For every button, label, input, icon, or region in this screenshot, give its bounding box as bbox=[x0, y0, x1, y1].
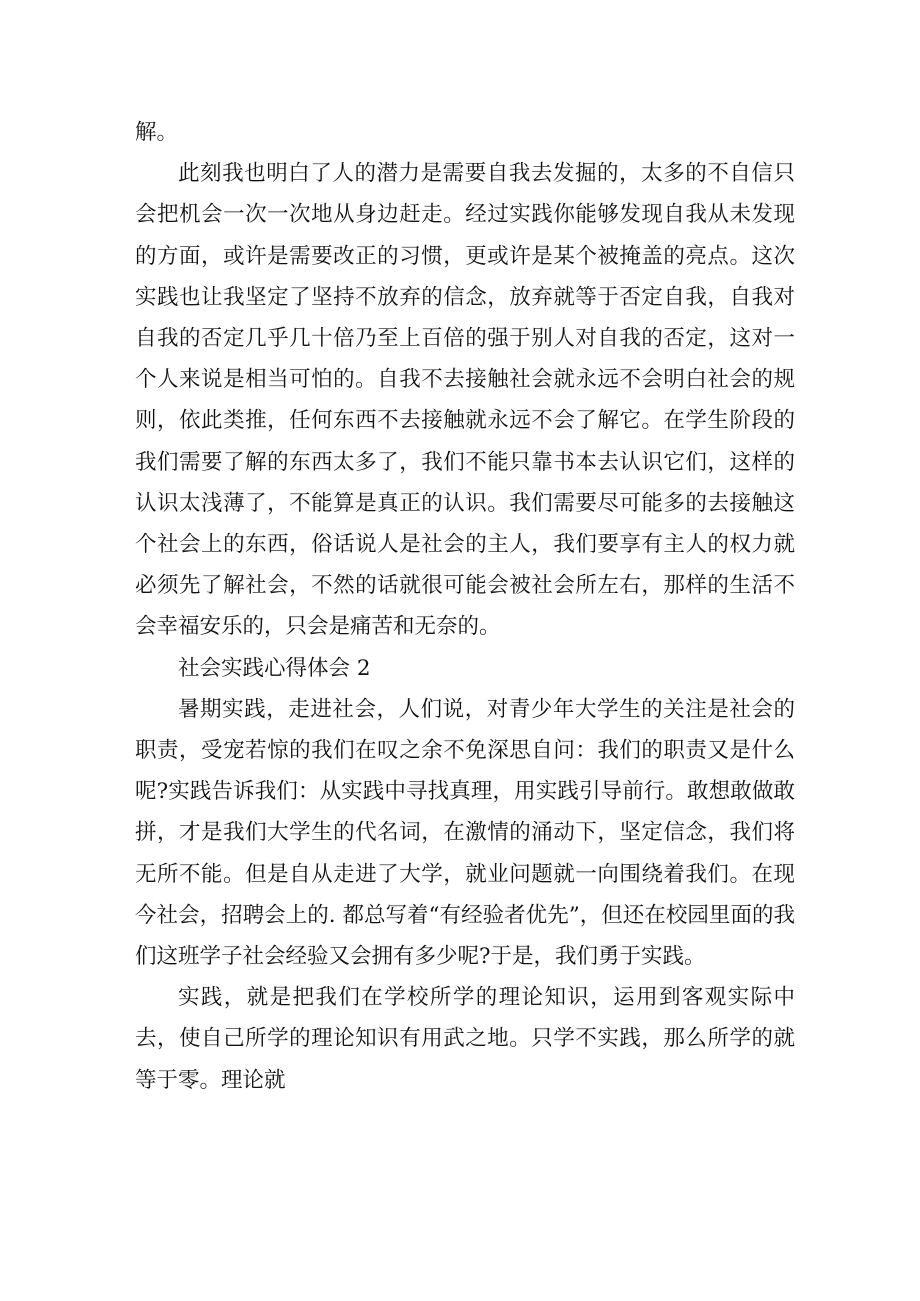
paragraph-practice-definition: 实践，就是把我们在学校所学的理论知识，运用到客观实际中去，使自己所学的理论知识有用武之地。只学不实践，那么所学的就等于零。理论就 bbox=[135, 985, 795, 1093]
paragraph-continuation: 解。 bbox=[135, 120, 179, 145]
document-body bbox=[135, 112, 795, 1101]
paragraph-potential: 此刻我也明白了人的潜力是需要自我去发掘的，太多的不自信只会把机会一次一次地从身边赶走。经过实践你能够发现自我从未发现的方面，或许是需要改正的习惯，更或许是某个被掩盖的亮点。这次实践也让我坚定了坚持不放弃的信念，放弃就等于否定自我，自我对自我的否定几乎几十倍乃至上百倍的强于别人对自我的否定，这对一个人来说是相当可怕的。自我不去接触社会就永远不会明白社会的规则，依此类推，任何东西不去接触就永远不会了解它。在学生阶段的我们需要了解的东西太多了，我们不能只靠书本去认识它们，这样的认识太浅薄了，不能算是真正的认识。我们需要尽可能多的去接触这个社会上的东西，俗话说人是社会的主人，我们要享有主人的权力就必须先了解社会，不然的话就很可能会被社会所左右，那样的生活不会幸福安乐的，只会是痛苦和无奈的。 bbox=[135, 161, 795, 640]
paragraph-summer-practice: 暑期实践，走进社会，人们说，对青少年大学生的关注是社会的职责，受宠若惊的我们在叹之余不免深思自问：我们的职责又是什么呢?实践告诉我们：从实践中寻找真理，用实践引导前行。敢想敢做敢拼，才是我们大学生的代名词，在激情的涌动下，坚定信念，我们将无所不能。但是自从走进了大学，就业问题就一向围绕着我们。在现今社会，招聘会上的. 都总写着“有经验者优先”，但还在校园里面的我们这班学子社会经验又会拥有多少呢?于是，我们勇于实践。 bbox=[135, 696, 795, 970]
section-heading: 社会实践心得体会 2 bbox=[178, 655, 371, 681]
